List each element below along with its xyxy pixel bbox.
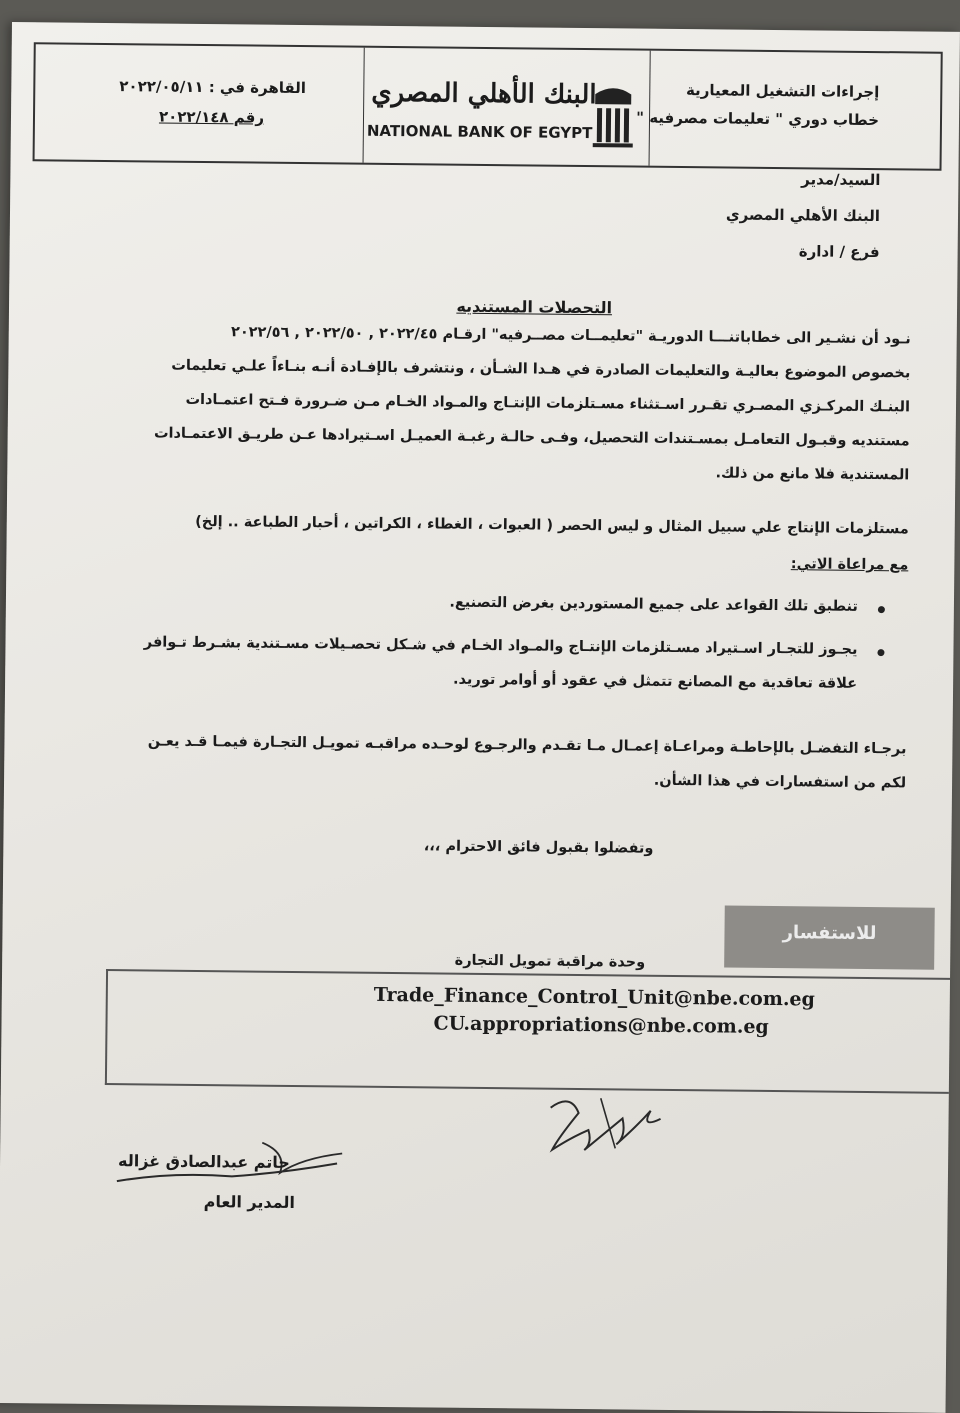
header-circular: خطاب دوري " تعليمات مصرفيه " xyxy=(636,108,880,130)
letter-page xyxy=(0,22,960,1413)
bank-name-arabic: البنك الأهلي المصري xyxy=(371,77,597,111)
letter-number: رقم ٢٠٢٢/١٤٨ xyxy=(158,107,265,127)
email-link[interactable]: CU.appropriations@nbe.com.eg xyxy=(433,1012,769,1038)
inquiry-unit: وحدة مراقبة تمويل التجارة xyxy=(454,952,646,971)
letterhead-divider xyxy=(363,48,365,163)
body-line: بخصوص الموضوع بعاليـة والتعليمات الصادرة في هـدا الشـأن ، ونتشرف بالإفـادة أنـه بنـاءاً علـي تعليمات xyxy=(171,357,911,382)
conditions-heading: مع مراعاة الاتي: xyxy=(790,556,909,574)
addressee-line: فرع / ادارة xyxy=(798,242,880,262)
body-line: نـود أن نشـير الى خطاباتنـــا الدوريـة "تعليمــات مصــرفيه" ارقـام ٢٠٢٢/٤٥ , ٢٠٢٢/٥٠ , ٢٠٢٢/٥٦ xyxy=(230,324,911,348)
body-line: مستلزمات الإنتاج علي سبيل المثال و ليس الحصر ( العبوات ، الغطاء ، الكراتين ، أحبار الطباعة .. إلخ) xyxy=(195,513,909,538)
letter-date: القاهرة في : ٢٠٢٢/٠٥/١١ xyxy=(119,77,307,98)
body-line: البنـك المركـزي المصـري تقـرر اسـتثناء مسـتلزمات الإنتـاج والمـواد الخـام مـن ضـرورة فـتح اعتمـادات xyxy=(185,391,911,416)
body-line: مستنديه وقبـول التعامـل بمسـتندات التحصيل، وفـى حالـة رغبـة العميـل اسـتيرادها عـن طريـق الاعتمـادات xyxy=(153,425,910,450)
bullet-item: يجـوز للتجـار اسـتيراد مسـتلزمات الإنتـاج والمـواد الخـام في شـكل تحصـيلات مسـتندية بشـرط تـوافر xyxy=(143,634,858,658)
body-line: المستندية فلا مانع من ذلك. xyxy=(715,465,910,484)
addressee-line: البنك الأهلي المصري xyxy=(725,205,881,226)
header-procedures: إجراءات التشغيل المعيارية xyxy=(685,81,880,102)
inquiry-stamp xyxy=(724,906,935,970)
bullet-item: تنطبق تلك القواعد على جميع المستوردين بغرض التصنيع. xyxy=(449,594,859,615)
bullet-icon xyxy=(878,606,885,613)
body-line: لكم من استفسارات في هذا الشأن. xyxy=(653,772,907,792)
signature-initials xyxy=(540,1088,671,1159)
subject-title: التحصلات المستنديه xyxy=(456,296,613,318)
bullet-item: علاقة تعاقدية مع المصانع تتمثل في عقود أو أوامر توريد. xyxy=(453,671,858,692)
signer-name: حاتم عبدالصادق غزاله xyxy=(117,1151,290,1172)
bank-name-english: NATIONAL BANK OF EGYPT xyxy=(366,121,593,143)
nbe-logo-icon xyxy=(591,86,636,148)
inquiry-label: للاستفسار xyxy=(782,922,877,945)
closing-line: وتفضلوا بقبول فائق الاحترام ،،، xyxy=(423,838,654,857)
email-link[interactable]: Trade_Finance_Control_Unit@nbe.com.eg xyxy=(373,983,815,1011)
addressee-line: السيد/مدير xyxy=(801,170,881,190)
body-line: برجـاء التفضـل بالإحاطـة ومراعـاة إعمـال مـا تقـدم والرجـوع لوحـده مراقبـه تمويـل التجـارة فيمـا قـد يعـن xyxy=(147,733,907,758)
signer-title: المدير العام xyxy=(203,1192,296,1213)
bullet-icon xyxy=(877,649,884,656)
